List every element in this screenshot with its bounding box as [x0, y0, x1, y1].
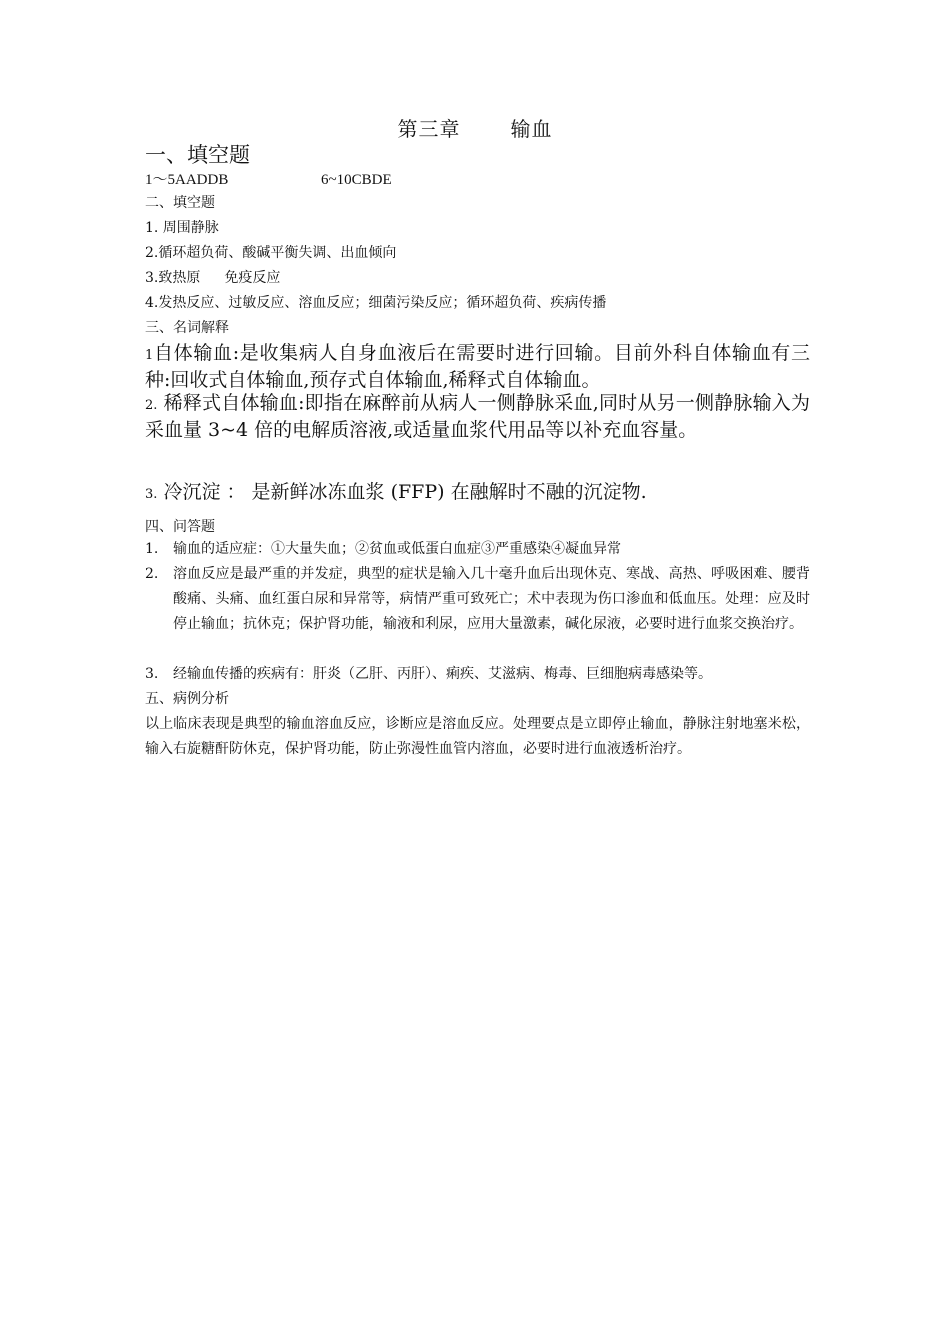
term-number: 3. — [145, 487, 158, 502]
qa-text: 经输血传播的疾病有：肝炎（乙肝、丙肝）、痢疾、艾滋病、梅毒、巨细胞病毒感染等。 — [173, 666, 712, 682]
fill-item-1: 1. 周围静脉 — [145, 220, 219, 236]
chapter-title — [0, 113, 950, 142]
section5-heading: 五、病例分析 — [145, 691, 229, 707]
answers-1-5: 1～5AADDB — [145, 172, 229, 188]
term-number: 1 — [145, 348, 154, 363]
qa-number: 1. — [145, 541, 159, 557]
term-text: 自体输血:是收集病人自身血液后在需要时进行回输。目前外科自体输血有三种:回收式自体输血,预存式自体输血,稀释式自体输血。 — [145, 342, 810, 391]
section1-heading: 一、填空题 — [145, 143, 250, 167]
section2-heading: 二、填空题 — [145, 195, 215, 211]
section1-answers — [145, 168, 810, 189]
section3-heading: 三、名词解释 — [145, 320, 229, 336]
qa-number: 2. — [145, 566, 159, 582]
qa-item-3 — [145, 662, 810, 687]
qa-item-1 — [145, 537, 810, 562]
term-text: 稀释式自体输血:即指在麻醉前从病人一侧静脉采血,同时从另一侧静脉输入为采血量 3~4 倍的电解质溶液,或适量血浆代用品等以补充血容量。 — [145, 392, 810, 441]
answers-6-10: 6~10CBDE — [321, 172, 392, 188]
term-number: 2. — [145, 398, 158, 413]
term-cryoprecipitate — [145, 480, 810, 507]
term-autologous-transfusion — [145, 341, 810, 392]
fill-item-3a: 3.致热原 — [145, 270, 201, 286]
fill-item-2: 2.循环超负荷、酸碱平衡失调、出血倾向 — [145, 245, 397, 261]
chapter-topic: 输血 — [510, 117, 553, 141]
case-analysis-text: 以上临床表现是典型的输血溶血反应，诊断应是溶血反应。处理要点是立即停止输血，静脉注射地塞米松，输入右旋糖酐防休克，保护肾功能，防止弥漫性血管内溶血，必要时进行血液透析治疗。 — [145, 716, 810, 757]
term-text: 冷沉淀 ： 是新鲜冰冻血浆 (FFP) 在融解时不融的沉淀物. — [157, 481, 647, 503]
fill-item-4: 4.发热反应、过敏反应、溶血反应；细菌污染反应；循环超负荷、疾病传播 — [145, 295, 607, 311]
chapter-number: 第三章 — [397, 117, 461, 141]
qa-item-2 — [145, 562, 810, 637]
section4-heading: 四、问答题 — [145, 519, 215, 535]
qa-text: 溶血反应是最严重的并发症，典型的症状是输入几十毫升血后出现休克、寒战、高热、呼吸困难、腰背酸痛、头痛、血红蛋白尿和异常等，病情严重可致死亡；术中表现为伤口渗血和低血压。处理：应及时停止输血；抗休克；保护肾功能，输液和利尿，应用大量激素，碱化尿液，必要时进行血浆交换治疗。 — [173, 566, 810, 632]
qa-text: 输血的适应症：①大量失血；②贫血或低蛋白血症③严重感染④凝血异常 — [173, 541, 621, 557]
term-dilution-transfusion — [145, 391, 810, 442]
qa-number: 3. — [145, 666, 159, 682]
fill-item-3 — [145, 267, 810, 287]
fill-item-3b: 免疫反应 — [224, 270, 281, 286]
